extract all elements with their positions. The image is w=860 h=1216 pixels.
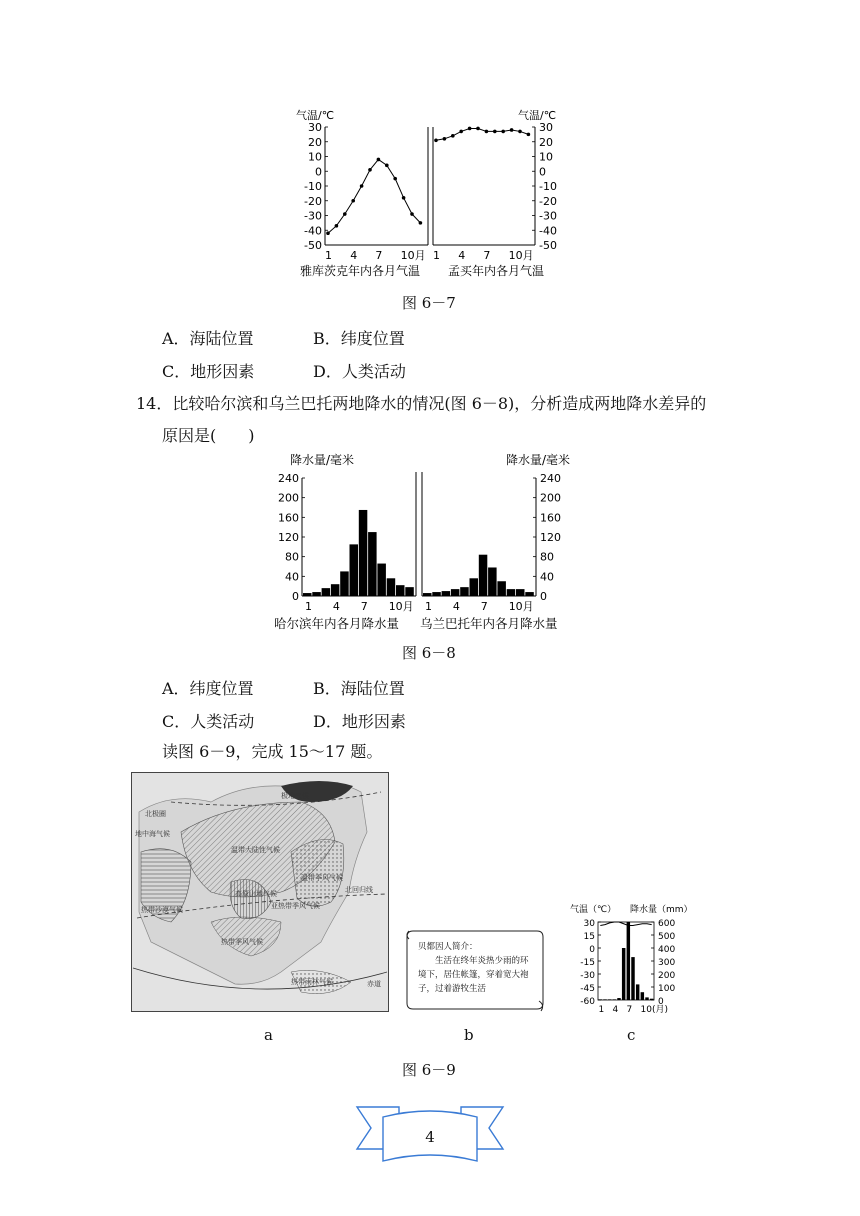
fig67-left-x-tick-label: 1 xyxy=(325,249,332,262)
fig67-right-y-tick-label: -40 xyxy=(539,224,557,238)
climate-precip-bar xyxy=(641,992,644,1000)
fig67-right-xticks xyxy=(433,249,534,262)
fig67-right-y-tick-label: 20 xyxy=(539,135,553,149)
map-label-mediterranean: 地中海气候 xyxy=(135,830,170,838)
climate-x-tick-label: 4 xyxy=(612,1005,619,1015)
yakutsk-temp-point xyxy=(393,177,397,181)
fig68-left-title: 哈尔滨年内各月降水量 xyxy=(274,616,400,631)
fig67-left-yticks xyxy=(304,121,328,252)
climate-precip-bar xyxy=(650,999,653,1000)
fig67-left-x-tick-label: 4 xyxy=(350,249,358,262)
fig69-sub-c: c xyxy=(627,1026,636,1044)
yakutsk-temp-point xyxy=(360,184,364,188)
fig68-right-yticks xyxy=(533,472,561,603)
yakutsk-temp-point xyxy=(351,199,355,203)
climate-temp-tick-label: 15 xyxy=(583,932,595,942)
yakutsk-temp-point xyxy=(343,212,347,216)
fig68-left-x-tick-label: 7 xyxy=(360,600,368,613)
ulaanbaatar-precip-bar xyxy=(525,592,534,596)
climate-precip-label: 降水量（mm） xyxy=(630,905,693,915)
fig67-right-x-tick-label: 4 xyxy=(458,249,466,262)
harbin-precip-bar xyxy=(405,587,414,596)
map-label-rainforest: 热带雨林气候 xyxy=(291,978,333,986)
fig67-left-xticks xyxy=(325,249,426,262)
q14-option-d[interactable]: D．地形因素 xyxy=(313,712,406,731)
fig68-left-bars xyxy=(303,510,414,596)
fig67-right-y-tick-label: -20 xyxy=(539,194,557,208)
climate-precip-tick-label: 0 xyxy=(658,997,664,1007)
page-number: 4 xyxy=(425,1128,435,1146)
mumbai-temp-point xyxy=(443,137,447,141)
climate-temp-tick-label: -60 xyxy=(580,997,595,1007)
ulaanbaatar-precip-bar xyxy=(470,578,479,596)
fig68-right-x-tick-label: 10月 xyxy=(508,600,534,613)
harbin-precip-bar xyxy=(312,592,321,596)
mumbai-temp-point xyxy=(501,130,505,134)
climate-precip-bars xyxy=(599,922,654,1000)
yakutsk-temp-point xyxy=(402,196,406,200)
q14-stem-line1: 14．比较哈尔滨和乌兰巴托两地降水的情况(图 6－8)，分析造成两地降水差异的 xyxy=(136,394,707,413)
fig67-right-series xyxy=(434,127,530,142)
fig68-left-x-tick-label: 1 xyxy=(305,600,312,613)
climate-temp-tick-label: -45 xyxy=(580,984,595,994)
ulaanbaatar-precip-bar xyxy=(488,567,497,596)
fig68-right-x-tick-label: 7 xyxy=(480,600,488,613)
climate-precip-tick-label: 500 xyxy=(658,932,676,942)
climate-precip-bar xyxy=(622,948,625,1000)
fig68-right-y-tick-label: 120 xyxy=(540,531,561,544)
fig69-caption: 图 6－9 xyxy=(402,1061,456,1079)
q14-option-b[interactable]: B．海陆位置 xyxy=(313,679,405,698)
yakutsk-temp-point xyxy=(335,224,339,228)
instruction-15-17: 读图 6－9，完成 15～17 题。 xyxy=(162,742,383,761)
figure-6-7 xyxy=(280,105,580,285)
figure-6-8 xyxy=(270,450,590,636)
climate-temp-curve xyxy=(600,922,651,925)
mumbai-temp-point xyxy=(493,130,497,134)
fig67-right-title: 孟买年内各月气温 xyxy=(448,264,545,278)
fig67-left-y-tick-label: -50 xyxy=(304,239,322,252)
climate-temp-tick-label: -30 xyxy=(580,971,595,981)
harbin-precip-bar xyxy=(368,532,377,596)
fig68-left-ylabel: 降水量/毫米 xyxy=(290,453,355,467)
fig68-left-x-tick-label: 10月 xyxy=(388,600,414,613)
ulaanbaatar-precip-bar xyxy=(432,592,441,596)
climate-precip-bar xyxy=(631,957,634,1000)
ulaanbaatar-precip-bar xyxy=(460,587,469,596)
ulaanbaatar-precip-bar xyxy=(479,555,488,596)
fig67-right-y-tick-label: -10 xyxy=(539,180,557,193)
fig68-right-y-tick-label: 0 xyxy=(540,590,547,603)
fig68-right-ylabel: 降水量/毫米 xyxy=(506,453,571,467)
map-label-temperate-continental: 温带大陆性气候 xyxy=(231,846,280,854)
climate-precip-tick-label: 200 xyxy=(658,971,676,981)
fig67-left-y-tick-label: 10 xyxy=(308,150,322,164)
fig67-right-y-tick-label: -50 xyxy=(539,239,557,252)
yakutsk-temp-point xyxy=(410,212,414,216)
q14-option-c[interactable]: C．人类活动 xyxy=(162,712,255,731)
fig68-left-x-tick-label: 4 xyxy=(332,600,340,613)
harbin-precip-bar xyxy=(359,510,368,596)
fig67-left-title: 雅库茨克年内各月气温 xyxy=(300,264,421,278)
mumbai-temp-point xyxy=(527,133,531,137)
fig67-right-ylabel: 气温/℃ xyxy=(518,109,557,122)
yakutsk-temp-point xyxy=(368,168,372,172)
ulaanbaatar-precip-bar xyxy=(442,591,451,596)
fig67-right-x-tick-label: 7 xyxy=(483,249,491,262)
map-label-tropic: 北回归线 xyxy=(345,886,373,894)
climate-precip-bar xyxy=(645,997,648,1000)
climate-precip-bar xyxy=(613,999,616,1000)
climate-precip-bar xyxy=(617,998,620,1000)
fig68-right-y-tick-label: 80 xyxy=(540,550,554,564)
mumbai-temp-line xyxy=(436,128,528,140)
harbin-precip-bar xyxy=(303,593,312,596)
mumbai-temp-point xyxy=(518,130,522,134)
climate-precip-tick-label: 300 xyxy=(658,958,676,968)
map-label-subarctic: 极地气候 xyxy=(281,792,309,800)
fig68-right-x-tick-label: 1 xyxy=(425,600,432,613)
asia-climate-map xyxy=(131,772,389,1012)
harbin-precip-bar xyxy=(340,571,349,596)
map-label-tropical-monsoon: 热带季风气候 xyxy=(221,938,263,946)
q14-stem-line2: 原因是( ) xyxy=(162,426,255,445)
fig68-left-y-tick-label: 240 xyxy=(278,472,299,485)
mumbai-temp-point xyxy=(451,134,455,138)
fig68-caption: 图 6－8 xyxy=(402,644,456,662)
map-label-arctic: 北极圈 xyxy=(145,810,166,818)
fig67-left-x-tick-label: 10月 xyxy=(400,249,426,262)
map-label-subtropical-monsoon: 亚热带季风气候 xyxy=(271,902,320,910)
fig68-right-title: 乌兰巴托年内各月降水量 xyxy=(420,616,558,631)
fig68-left-y-tick-label: 40 xyxy=(285,570,299,584)
fig68-right-y-tick-label: 160 xyxy=(540,511,561,525)
fig68-right-xticks xyxy=(425,600,534,613)
fig67-right-y-tick-label: -30 xyxy=(539,209,557,223)
climate-x-tick-label: 7 xyxy=(626,1005,633,1015)
fig67-right-x-tick-label: 10月 xyxy=(508,249,534,262)
fig67-right-y-tick-label: 0 xyxy=(539,165,546,179)
climate-temp-tick-label: -15 xyxy=(580,958,595,968)
climate-precip-bar xyxy=(603,999,606,1000)
fig67-left-y-tick-label: 20 xyxy=(308,135,322,149)
climate-plot-frame xyxy=(598,922,654,1000)
fig68-right-y-tick-label: 240 xyxy=(540,472,561,485)
yakutsk-temp-point xyxy=(419,221,423,225)
climate-chart-c xyxy=(566,900,716,1016)
fig67-caption: 图 6－7 xyxy=(402,294,456,312)
fig68-right-y-tick-label: 40 xyxy=(540,570,554,584)
fig68-left-y-tick-label: 80 xyxy=(285,550,299,564)
scroll-title: 贝都因人简介： xyxy=(418,942,478,952)
map-label-plateau: 高原山地气候 xyxy=(235,890,277,898)
climate-precip-tick-label: 400 xyxy=(658,945,676,955)
fig68-left-yticks xyxy=(278,472,305,603)
yakutsk-temp-point xyxy=(326,231,330,235)
yakutsk-temp-point xyxy=(385,164,389,168)
fig67-left-x-tick-label: 7 xyxy=(375,249,383,262)
fig67-right-y-tick-label: 30 xyxy=(539,121,553,134)
fig67-left-y-tick-label: 30 xyxy=(308,121,322,134)
fig68-left-y-tick-label: 160 xyxy=(278,511,299,525)
fig67-left-series xyxy=(326,158,422,235)
fig68-left-xticks xyxy=(305,600,414,613)
fig68-left-y-tick-label: 0 xyxy=(292,590,299,603)
q13-option-b[interactable]: B．纬度位置 xyxy=(313,329,405,348)
fig67-left-y-tick-label: -20 xyxy=(304,194,322,208)
map-label-equator: 赤道 xyxy=(367,980,381,988)
fig68-right-x-tick-label: 4 xyxy=(452,600,460,613)
ulaanbaatar-precip-bar xyxy=(507,589,516,596)
ulaanbaatar-precip-bar xyxy=(423,593,432,596)
scroll-body: 生活在终年炎热少雨的环境下，居住帐篷，穿着宽大袍子，过着游牧生活 xyxy=(418,956,529,994)
climate-x-ticks xyxy=(599,1004,668,1015)
harbin-precip-bar xyxy=(350,544,359,596)
fig67-left-y-tick-label: -30 xyxy=(304,209,322,223)
fig68-left-y-tick-label: 200 xyxy=(278,491,299,505)
fig67-left-y-tick-label: -10 xyxy=(304,180,322,193)
fig67-left-y-tick-label: -40 xyxy=(304,224,322,238)
climate-temp-label: 气温（℃） xyxy=(570,905,617,915)
ulaanbaatar-precip-bar xyxy=(451,589,460,596)
mumbai-temp-point xyxy=(468,127,472,131)
climate-precip-ticks xyxy=(651,919,675,1007)
mumbai-temp-point xyxy=(485,130,489,134)
climate-x-tick-label: 1 xyxy=(598,1005,605,1015)
fig68-right-bars xyxy=(423,555,534,596)
map-label-temperate-monsoon: 温带季风气候 xyxy=(301,874,343,882)
harbin-precip-bar xyxy=(322,588,331,596)
fig68-left-y-tick-label: 120 xyxy=(278,531,299,544)
q13-option-d[interactable]: D．人类活动 xyxy=(313,362,406,381)
climate-precip-bar xyxy=(608,999,611,1000)
harbin-precip-bar xyxy=(396,585,405,596)
mumbai-temp-point xyxy=(434,138,438,142)
climate-precip-tick-label: 600 xyxy=(658,919,676,929)
climate-precip-tick-label: 100 xyxy=(658,984,676,994)
mumbai-temp-point xyxy=(459,130,463,134)
fig69-sub-a: a xyxy=(264,1026,273,1044)
q14-option-a[interactable]: A．纬度位置 xyxy=(162,679,254,698)
fig67-right-y-tick-label: 10 xyxy=(539,150,553,164)
fig69-sub-b: b xyxy=(464,1026,474,1044)
fig67-left-y-tick-label: 0 xyxy=(315,165,322,179)
fig68-right-y-tick-label: 200 xyxy=(540,491,561,505)
mumbai-temp-point xyxy=(476,127,480,131)
ulaanbaatar-precip-bar xyxy=(497,581,506,596)
climate-precip-bar xyxy=(636,984,639,1000)
q13-option-a[interactable]: A．海陆位置 xyxy=(162,329,254,348)
climate-precip-bar xyxy=(599,999,602,1000)
climate-x-tick-label: 10(月) xyxy=(640,1005,668,1015)
harbin-precip-bar xyxy=(377,564,386,596)
harbin-precip-bar xyxy=(331,584,340,596)
fig67-right-yticks xyxy=(532,121,557,252)
climate-temp-tick-label: 30 xyxy=(583,919,595,929)
climate-precip-bar xyxy=(627,922,630,1000)
map-label-tropical-desert: 热带沙漠气候 xyxy=(141,906,183,914)
yakutsk-temp-point xyxy=(377,158,381,162)
harbin-precip-bar xyxy=(387,578,396,596)
climate-temp-tick-label: 0 xyxy=(589,945,595,955)
ulaanbaatar-precip-bar xyxy=(516,589,525,596)
mumbai-temp-point xyxy=(510,128,514,132)
fig67-left-ylabel: 气温/℃ xyxy=(296,109,335,122)
yakutsk-temp-line xyxy=(328,159,420,233)
fig67-right-x-tick-label: 1 xyxy=(433,249,440,262)
climate-temp-line xyxy=(600,922,651,925)
q13-option-c[interactable]: C．地形因素 xyxy=(162,362,255,381)
